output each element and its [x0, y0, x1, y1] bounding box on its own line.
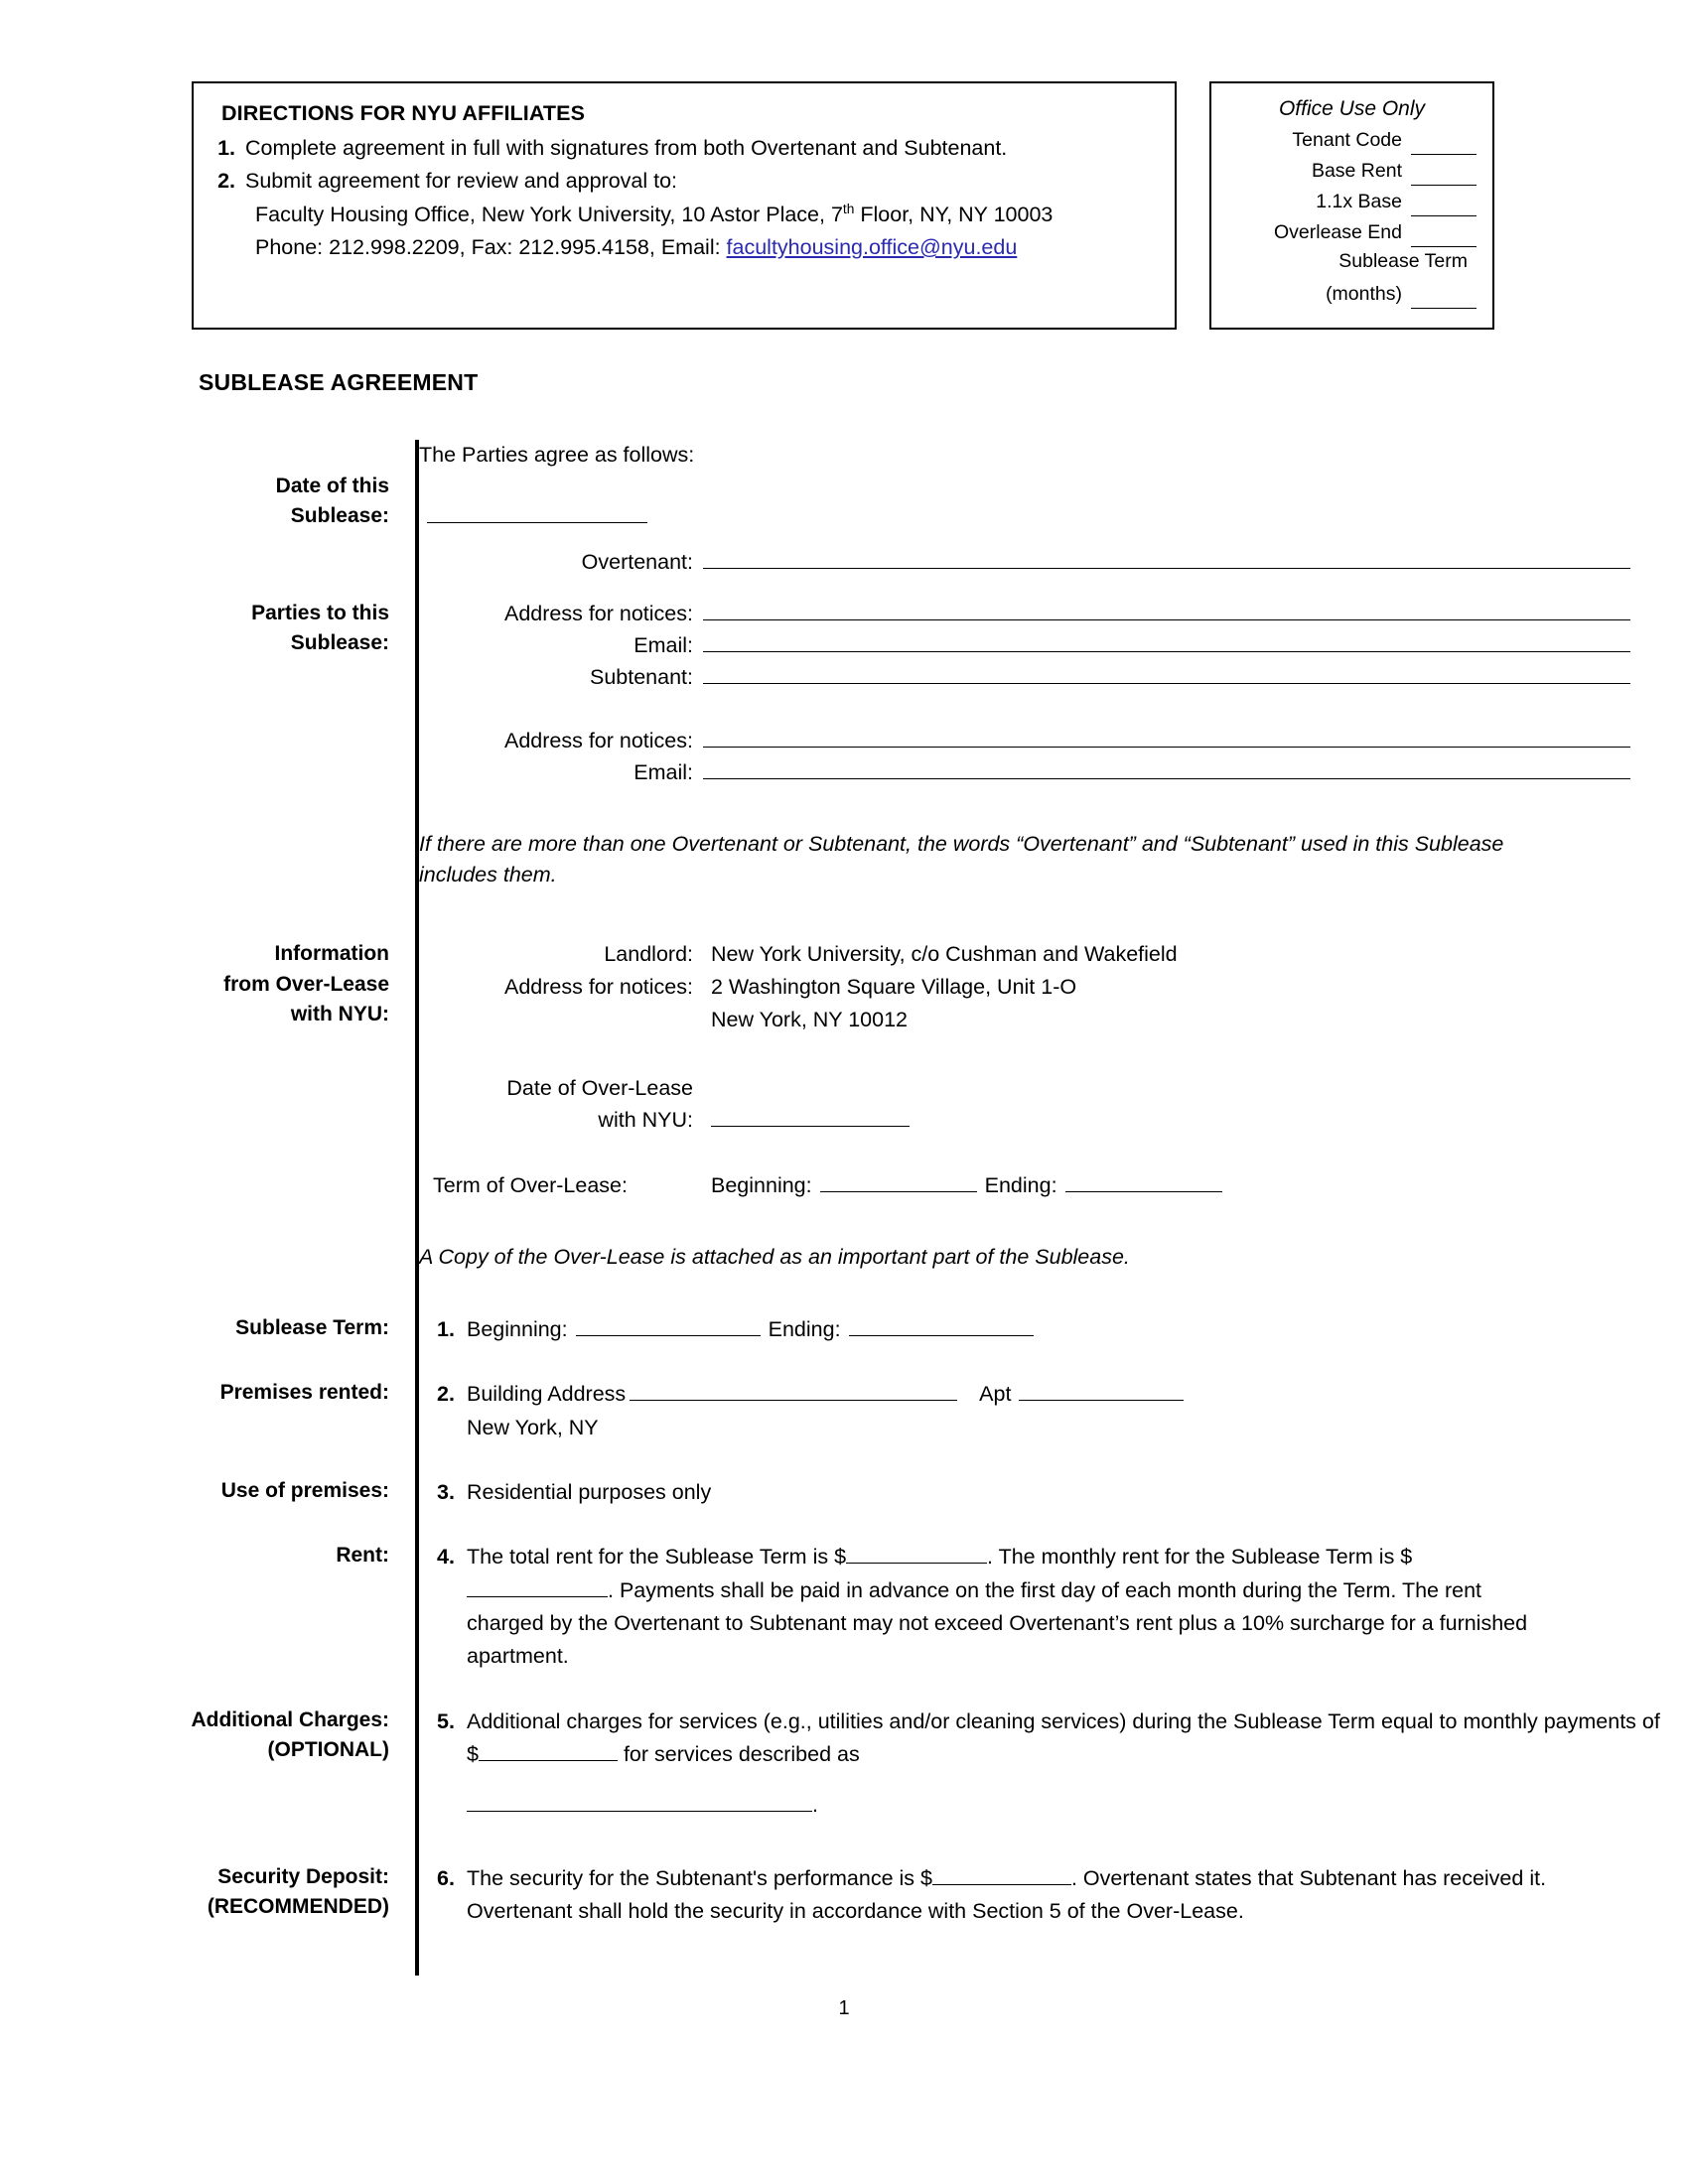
gutter-premises-rented: Premises rented:: [219, 1381, 389, 1405]
overtenant-field: [403, 547, 1688, 579]
office-row-overlease-end: [1221, 216, 1477, 247]
row-clause-3: [0, 1476, 1688, 1509]
label-email-1: Email:: [633, 632, 693, 657]
field-date-overlease: [419, 1105, 1688, 1137]
faculty-housing-email-link[interactable]: facultyhousing.office@nyu.edu: [726, 234, 1018, 259]
clause-2: [419, 1378, 1688, 1444]
gutter-overlease-line-3: with NYU:: [290, 1003, 389, 1026]
clause-2-content: [403, 1378, 1688, 1444]
office-label-overlease-end: Overlease End: [1274, 221, 1402, 244]
date-of-sublease-field: [403, 472, 1688, 533]
blank-date-of-overlease[interactable]: [711, 1106, 910, 1127]
blank-sublease-beginning[interactable]: [576, 1315, 761, 1336]
field-email-2: [419, 757, 1688, 789]
label-date-overlease-line1: Date of Over-Lease: [506, 1076, 693, 1101]
gutter-overtenant: [0, 547, 403, 579]
page-title: SUBLEASE AGREEMENT: [199, 369, 479, 395]
gutter-over-lease-info: [0, 939, 403, 1202]
date-of-sublease-blank[interactable]: [427, 501, 647, 522]
blank-sublease-ending[interactable]: [849, 1315, 1034, 1336]
blank-apt[interactable]: [1019, 1380, 1184, 1401]
gutter-overlease-line-1: Information: [274, 942, 389, 966]
field-date-overlease-label: [419, 1073, 1688, 1105]
label-building-address: Building Address: [467, 1382, 627, 1407]
office-row-tenant-code: [1221, 124, 1477, 155]
direction-item-1: [211, 132, 1161, 165]
gutter-multiple-parties-note: [0, 829, 403, 892]
over-lease-info-content: [403, 939, 1688, 1202]
row-clause-2: [0, 1378, 1688, 1444]
row-date-of-sublease: [0, 472, 1688, 533]
gutter-date-line-2: Sublease:: [290, 504, 389, 528]
field-address-for-notices-1: [419, 599, 1688, 630]
clause-3-text: Residential purposes only: [467, 1480, 712, 1504]
gutter-security-deposit: [0, 1862, 403, 1929]
gutter-additional-charges-line-2: (OPTIONAL): [267, 1738, 389, 1761]
office-row-1-1x-base: [1221, 186, 1477, 216]
row-over-lease-info: [0, 939, 1688, 1202]
office-address-text: Faculty Housing Office, New York University, 10 Astor Place, 7: [255, 202, 843, 226]
office-row-sublease-term: [1221, 247, 1477, 276]
clause-2-city-line: New York, NY: [467, 1415, 599, 1439]
page-number: 1: [838, 1997, 850, 2019]
label-overlease-address: Address for notices:: [503, 975, 693, 1000]
clause-4-text: [467, 1541, 1688, 1673]
office-label-months: (months): [1326, 283, 1402, 306]
directions-office-address: [255, 199, 1161, 231]
direction-number-2: 2.: [217, 169, 235, 194]
blank-total-rent[interactable]: [846, 1543, 987, 1564]
label-date-overlease-line2: with NYU:: [598, 1108, 693, 1133]
label-apt: Apt: [979, 1382, 1012, 1407]
field-term-of-overlease: [419, 1170, 1688, 1202]
field-email-1: [419, 630, 1688, 662]
blank-building-address[interactable]: [630, 1380, 957, 1401]
clause-2-number: 2.: [437, 1382, 455, 1407]
clause-4-number: 4.: [437, 1545, 455, 1570]
office-label-base-rent: Base Rent: [1311, 160, 1402, 183]
blank-security-amount[interactable]: [932, 1863, 1071, 1884]
clause-6: [419, 1862, 1688, 1929]
clause-6-text: [467, 1862, 1688, 1929]
label-sublease-ending: Ending:: [768, 1317, 841, 1342]
row-clause-6: [0, 1862, 1688, 1929]
blank-email-1[interactable]: [703, 634, 1630, 652]
clause-4-content: [403, 1541, 1688, 1673]
blank-overtenant[interactable]: [703, 551, 1630, 569]
gutter-use-of-premises: Use of premises:: [220, 1479, 389, 1502]
clause-4-part-3: . Payments shall be paid in advance on the first day of each month during the Term. The rent charged by the Overtenant to Subtenant may not exceed Overtenant’s rent plus a 10% surcharge for a furnished apartment.: [467, 1577, 1528, 1669]
row-copy-note: [0, 1242, 1688, 1274]
document-body: [0, 440, 1688, 1928]
clause-5-number: 5.: [437, 1708, 455, 1733]
gutter-overlease-line-2: from Over-Lease: [223, 972, 389, 996]
clause-4: [419, 1541, 1688, 1673]
label-landlord: Landlord:: [604, 942, 693, 967]
direction-text-2: Submit agreement for review and approval to:: [245, 169, 678, 194]
field-overlease-address-city: [419, 1005, 1688, 1037]
row-clause-1: [0, 1313, 1688, 1346]
multiple-parties-note: If there are more than one Overtenant or Subtenant, the words “Overtenant” and “Subtenant” used in this Sublease includes them.: [419, 831, 1504, 887]
value-landlord: New York University, c/o Cushman and Wakefield: [711, 942, 1178, 967]
ordinal-suffix: th: [842, 201, 855, 216]
label-email-2: Email:: [633, 759, 693, 784]
label-term-beginning: Beginning:: [711, 1173, 812, 1198]
clause-5-part-1: Additional charges for services (e.g., utilities and/or cleaning services) during the Sublease Term equal to monthly payments of $: [467, 1708, 1660, 1766]
copy-of-overlease-note: A Copy of the Over-Lease is attached as an important part of the Sublease.: [419, 1245, 1130, 1270]
row-intro: [0, 440, 1688, 472]
gutter-additional-charges-line-1: Additional Charges:: [191, 1707, 389, 1731]
office-label-sublease-term: Sublease Term: [1338, 250, 1468, 273]
office-blank-base-rent[interactable]: [1411, 168, 1477, 186]
parties-fields: [403, 599, 1688, 789]
gutter-rent: Rent:: [336, 1544, 389, 1568]
gutter-security-deposit-line-2: (RECOMMENDED): [207, 1894, 389, 1918]
office-address-text-tail: Floor, NY, NY 10003: [854, 202, 1054, 226]
field-address-for-notices-2: [419, 726, 1688, 757]
gutter-parties-line-2: Sublease:: [290, 631, 389, 655]
clause-1-number: 1.: [437, 1317, 455, 1342]
office-blank-1-1x-base[interactable]: [1411, 199, 1477, 216]
row-clause-5: [0, 1706, 1688, 1823]
label-subtenant: Subtenant:: [589, 664, 693, 689]
office-blank-overlease-end[interactable]: [1411, 229, 1477, 247]
contact-phone-fax-text: Phone: 212.998.2209, Fax: 212.995.4158, Email:: [255, 234, 727, 259]
gutter-security-deposit-line-1: Security Deposit:: [217, 1864, 389, 1888]
gutter-additional-charges: [0, 1706, 403, 1823]
clause-5-part-2: for services described as: [617, 1741, 860, 1766]
clause-1-text: [467, 1313, 1688, 1346]
gutter-sublease-term: Sublease Term:: [235, 1316, 389, 1340]
clause-4-part-1: The total rent for the Sublease Term is $: [467, 1545, 847, 1570]
intro-text: The Parties agree as follows:: [419, 443, 695, 467]
blank-monthly-rent[interactable]: [467, 1575, 608, 1596]
clause-5-part-3: .: [812, 1793, 818, 1818]
blank-term-ending[interactable]: [1065, 1171, 1222, 1192]
gutter-copy-note: [0, 1242, 403, 1274]
office-blank-tenant-code[interactable]: [1411, 137, 1477, 155]
clause-6-number: 6.: [437, 1865, 455, 1890]
label-address-for-notices-2: Address for notices:: [503, 728, 693, 752]
clause-4-part-2: . The monthly rent for the Sublease Term is $: [987, 1545, 1413, 1570]
field-overlease-address: [419, 972, 1688, 1005]
clause-6-part-2: . Overtenant states that Subtenant has received it. Overtenant shall hold the security in accordance with Section 5 of the Over-Lease.: [467, 1865, 1547, 1923]
office-row-sublease-term-months: [1221, 276, 1477, 309]
row-parties: [0, 599, 1688, 789]
field-landlord: [419, 939, 1688, 972]
label-address-for-notices-1: Address for notices:: [503, 601, 693, 625]
clause-5-text: [467, 1706, 1688, 1823]
blank-additional-charges-amount[interactable]: [479, 1739, 618, 1760]
blank-email-2[interactable]: [703, 761, 1630, 779]
field-subtenant: [419, 662, 1688, 694]
clause-2-text: [467, 1378, 1688, 1444]
field-overtenant: [419, 547, 1688, 579]
direction-item-2: [211, 165, 1161, 198]
clause-6-part-1: The security for the Subtenant's performance is $: [467, 1865, 932, 1890]
office-row-base-rent: [1221, 155, 1477, 186]
clause-1: [419, 1313, 1688, 1346]
value-overlease-address-line2: New York, NY 10012: [711, 1008, 909, 1032]
value-overlease-address-line1: 2 Washington Square Village, Unit 1-O: [711, 975, 1077, 1000]
blank-subtenant[interactable]: [703, 666, 1630, 684]
clause-5-content: [403, 1706, 1688, 1823]
label-term-of-overlease: Term of Over-Lease:: [433, 1173, 628, 1198]
blank-services-description[interactable]: [467, 1791, 812, 1812]
gutter-parties-line-1: Parties to this: [251, 601, 389, 624]
gutter-date-line-1: Date of this: [275, 474, 389, 497]
clause-3-number: 3.: [437, 1480, 455, 1504]
direction-text-1: Complete agreement in full with signatures from both Overtenant and Subtenant.: [245, 136, 1008, 160]
office-blank-sublease-term[interactable]: [1411, 291, 1477, 309]
gutter-date-of-sublease: [0, 472, 403, 533]
gutter-intro: [0, 440, 403, 472]
clause-1-content: [403, 1313, 1688, 1346]
direction-number-1: 1.: [217, 136, 235, 160]
label-sublease-beginning: Beginning:: [467, 1317, 568, 1342]
gutter-parties: [0, 599, 403, 789]
clause-3: [419, 1476, 1688, 1509]
office-use-title: Office Use Only: [1278, 97, 1426, 120]
directions-title: DIRECTIONS FOR NYU AFFILIATES: [221, 101, 586, 125]
clause-5: [419, 1706, 1688, 1823]
blank-address-for-notices-2[interactable]: [703, 730, 1630, 748]
header-row: [192, 81, 1494, 332]
label-overtenant: Overtenant:: [581, 549, 693, 574]
office-label-1-1x-base: 1.1x Base: [1316, 191, 1402, 213]
blank-address-for-notices-1[interactable]: [703, 603, 1630, 620]
directions-contact-line: [255, 231, 1161, 264]
row-overtenant: [0, 547, 1688, 579]
row-clause-4: [0, 1541, 1688, 1673]
office-label-tenant-code: Tenant Code: [1292, 129, 1402, 152]
blank-term-beginning[interactable]: [820, 1171, 977, 1192]
label-term-ending: Ending:: [984, 1173, 1057, 1198]
row-multiple-parties-note: [0, 829, 1688, 892]
clause-3-content: [403, 1476, 1688, 1509]
directions-box: [192, 81, 1177, 330]
office-use-only-box: [1209, 81, 1494, 330]
clause-6-content: [403, 1862, 1688, 1929]
